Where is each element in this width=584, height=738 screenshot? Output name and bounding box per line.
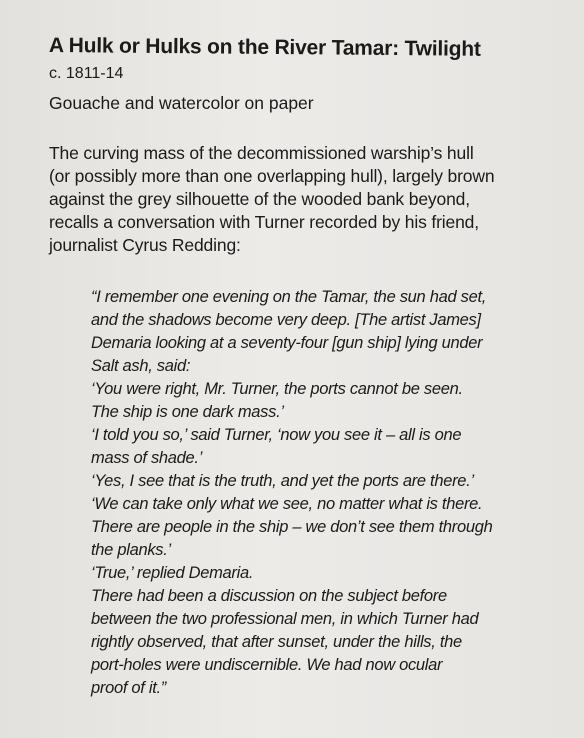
quote-line: There had been a discussion on the subject before xyxy=(91,587,447,605)
artwork-title: A Hulk or Hulks on the River Tamar: Twilight xyxy=(48,33,481,61)
quote-line: There are people in the ship – we don’t see them through xyxy=(91,518,493,536)
quote-line: and the shadows become very deep. [The artist James] xyxy=(91,311,481,329)
quote-line: between the two professional men, in which Turner had xyxy=(91,610,479,628)
quote-line: rightly observed, that after sunset, under the hills, the xyxy=(91,633,462,651)
description-paragraph xyxy=(49,142,549,257)
description-line: against the grey silhouette of the wooded bank beyond, xyxy=(49,189,470,209)
quote-line: the planks.’ xyxy=(91,541,171,559)
quote-line: Demaria looking at a seventy-four [gun ship] lying under xyxy=(91,334,483,352)
quote-line: proof of it.” xyxy=(91,679,166,697)
quote-line: mass of shade.’ xyxy=(91,449,203,467)
quote-line: The ship is one dark mass.’ xyxy=(91,403,284,421)
quote-line: “I remember one evening on the Tamar, the sun had set, xyxy=(91,288,487,306)
quote-line: Salt ash, said: xyxy=(91,357,191,375)
quote-line: ‘True,’ replied Demaria. xyxy=(91,564,254,582)
quote-line: ‘You were right, Mr. Turner, the ports cannot be seen. xyxy=(91,380,463,398)
quote-line: port-holes were undiscernible. We had now ocular xyxy=(91,656,443,674)
quote-line: ‘Yes, I see that is the truth, and yet the ports are there.’ xyxy=(91,472,474,490)
description-line: journalist Cyrus Redding: xyxy=(49,235,241,255)
description-line: recalls a conversation with Turner recorded by his friend, xyxy=(49,212,479,232)
quote-line: ‘We can take only what we see, no matter what is there. xyxy=(91,495,483,513)
quotation-block xyxy=(91,286,566,700)
description-line: (or possibly more than one overlapping hull), largely brown xyxy=(49,166,495,186)
artwork-date: c. 1811-14 xyxy=(49,65,124,82)
description-line: The curving mass of the decommissioned warship’s hull xyxy=(49,143,474,163)
artwork-medium: Gouache and watercolor on paper xyxy=(49,93,314,113)
quote-line: ‘I told you so,’ said Turner, ‘now you see it – all is one xyxy=(91,426,462,444)
